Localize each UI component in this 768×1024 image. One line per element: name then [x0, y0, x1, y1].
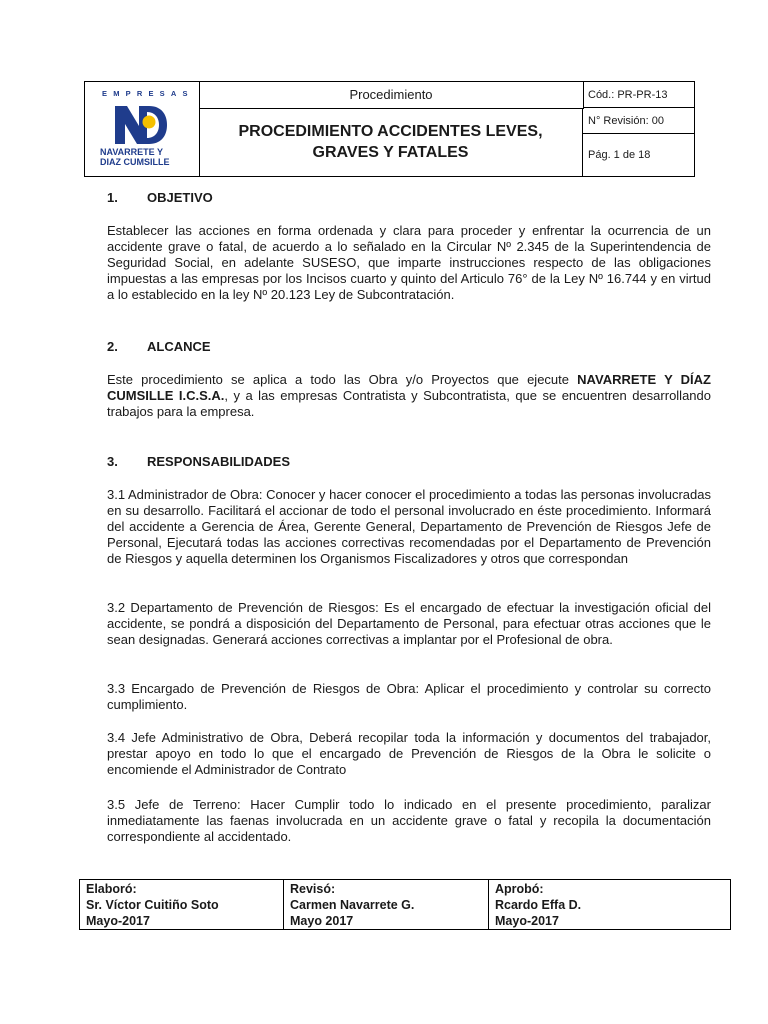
responsibility-item-3-4: 3.4 Jefe Administrativo de Obra, Deberá recopilar toda la información y documentos del trabajador, prestar apoyo en todo lo que el encargado de Prevención de Riesgos de la Obra le solicite o encomiende el Administrador de Contrato — [107, 730, 711, 777]
logo-brand-line1: NAVARRETE Y — [100, 147, 164, 157]
reviso-label: Revisó: — [290, 882, 336, 896]
reviso-name: Carmen Navarrete G. — [290, 898, 415, 912]
alcance-paragraph — [107, 372, 711, 420]
responsibility-item-3-5: 3.5 Jefe de Terreno: Hacer Cumplir todo lo indicado en el presente procedimiento, paralizar inmediatamente las faenas involucrada en un accidente grave o fatal y recopila la documentación correspondiente al accidentado. — [107, 797, 711, 844]
aprobo-label: Aprobó: — [495, 882, 544, 896]
aprobo-name: Rcardo Effa D. — [495, 898, 582, 912]
section-number: 3. — [107, 454, 118, 469]
aprobo-date: Mayo-2017 — [495, 914, 559, 928]
elaboro-cell — [80, 880, 284, 929]
section-number: 2. — [107, 339, 118, 354]
approval-table — [79, 879, 731, 930]
responsibility-item-3-2: 3.2 Departamento de Prevención de Riesgos: Es el encargado de efectuar la investigación oficial del accidente, se pondrá a disposición del Departamento de Personal, para efectuar otras acciones que le sean designadas. Generará acciones correctivas a implantar por el Profesional de obra. — [107, 600, 711, 647]
section-heading-responsabilidades — [107, 454, 290, 470]
logo-top-text: EMPRESAS — [102, 89, 194, 98]
section-number: 1. — [107, 190, 118, 205]
aprobo-cell — [489, 880, 730, 929]
document-title — [199, 108, 583, 176]
document-code: Cód.: PR-PR-13 — [583, 82, 694, 108]
company-logo — [85, 82, 200, 176]
section-title: OBJETIVO — [147, 190, 213, 205]
reviso-cell — [284, 880, 489, 929]
reviso-date: Mayo 2017 — [290, 914, 354, 928]
responsibility-item-3-1: 3.1 Administrador de Obra: Conocer y hacer conocer el procedimiento a todas las personas involucradas en su desarrollo. Facilitará el accionar de todo el personal involucrado en éste procedimiento. Informará del accidente a Gerencia de Área, Gerente General, Departamento de Prevención de Riesgos Jefe de Personal, Ejecutará todas las acciones correctivas recomendadas por el Departamento de Prevención de Riesgos y aquella determinen los Organismos Fiscalizadores y otros que correspondan — [107, 487, 711, 566]
logo-brand-text — [100, 147, 170, 167]
document-header — [84, 81, 695, 177]
elaboro-date: Mayo-2017 — [86, 914, 150, 928]
alcance-text-start: Este procedimiento se aplica a todo las Obra y/o Proyectos que ejecute — [107, 372, 578, 387]
procedure-label: Procedimiento — [199, 82, 584, 109]
section-title: RESPONSABILIDADES — [147, 454, 291, 469]
responsibility-item-3-3: 3.3 Encargado de Prevención de Riesgos de Obra: Aplicar el procedimiento y controlar su correcto cumplimiento. — [107, 681, 711, 712]
section-title: ALCANCE — [147, 339, 211, 354]
revision-number: N° Revisión: 00 — [583, 108, 694, 134]
alcance-text-end: , y a las empresas Contratista y Subcontratista, que se encuentren desarrollando trabajos para la empresa. — [107, 388, 711, 419]
title-line-2: GRAVES Y FATALES — [312, 144, 469, 161]
title-line-1: PROCEDIMIENTO ACCIDENTES LEVES, — [238, 123, 543, 140]
elaboro-name: Sr. Víctor Cuitiño Soto — [86, 898, 219, 912]
logo-brand-line2: DIAZ CUMSILLE — [100, 157, 170, 167]
section-heading-alcance — [107, 339, 211, 355]
section-heading-objetivo — [107, 190, 213, 206]
company-name-bold: NAVARRETE Y DÍAZ CUMSILLE I.C.S.A. — [107, 372, 711, 403]
page-number: Pág. 1 de 18 — [588, 149, 651, 161]
elaboro-label: Elaboró: — [86, 882, 137, 896]
objetivo-paragraph: Establecer las acciones en forma ordenada y clara para proceder y enfrentar la ocurrencia de un accidente grave o fatal, de acuerdo a lo señalado en la Circular Nº 2.345 de la Superintendencia de Seguridad Social, en adelante SUSESO, que imparte instrucciones respecto de las obligaciones impuestas a las empresas por los Incisos cuarto y quinto del Articulo 76° de la Ley Nº 16.744 y en virtud a lo establecido en la ley Nº 20.123 Ley de Subcontratación. — [107, 223, 711, 302]
nd-logo-icon — [113, 102, 169, 146]
